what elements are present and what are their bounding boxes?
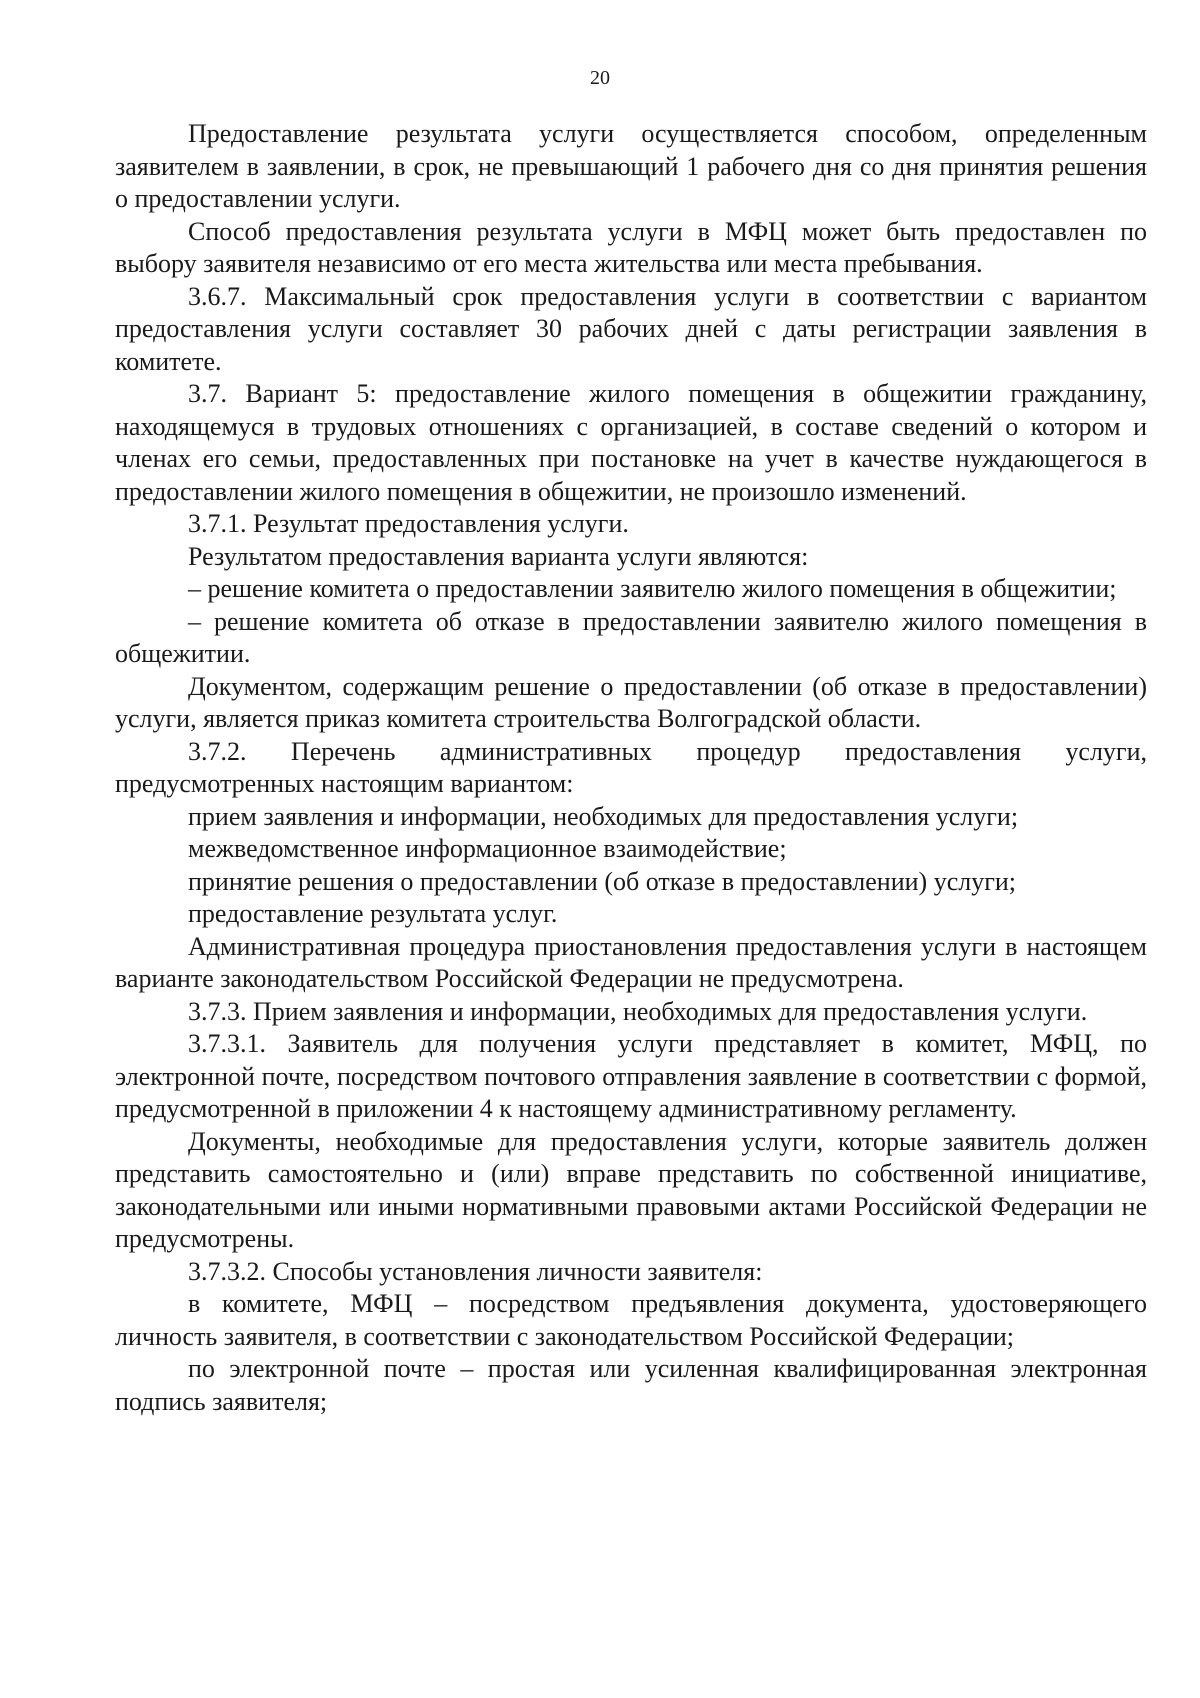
list-item-procedure-result: предоставление результата услуг. (188, 899, 558, 928)
list-item-identity-office: в комитете, МФЦ – посредством предъявления документа, удостоверяющего личность заявителя, в соответствии с законодательством Российской Федерации; (115, 1289, 1147, 1351)
list-item-procedure-decision: принятие решения о предоставлении (об отказе в предоставлении) услуги; (188, 866, 1017, 896)
paragraph-result-delivery: Предоставление результата услуги осуществляется способом, определенным заявителем в заявлении, в срок, не превышающий 1 рабочего дня со дня принятия решения о предоставлении услуги. (115, 119, 1147, 213)
list-item-procedure-intake: прием заявления и информации, необходимых для предоставления услуги; (188, 801, 1019, 831)
paragraph-suspension: Административная процедура приостановления предоставления услуги в настоящем варианте законодательством Российской Федерации не предусмотрена. (115, 931, 1147, 993)
list-item-decision-grant: – решение комитета о предоставлении заявителю жилого помещения в общежитии; (188, 574, 1117, 603)
paragraph-3-7-3: 3.7.3. Прием заявления и информации, необходимых для предоставления услуги. (188, 996, 1088, 1026)
paragraph-3-7-2: 3.7.2. Перечень административных процедур предоставления услуги, предусмотренных настоящим вариантом: (115, 736, 1147, 798)
paragraph-3-7-variant-5: 3.7. Вариант 5: предоставление жилого помещения в общежитии гражданину, находящемуся в трудовых отношениях с организацией, в составе сведений о котором и членах его семьи, предоставленных при постановке на учет в качестве нуждающегося в предоставлении жилого помещения в общежитии, не произошло изменений. (115, 379, 1147, 506)
document-body (115, 118, 1147, 1418)
list-item-decision-refusal: – решение комитета об отказе в предоставлении заявителю жилого помещения в общежитии. (115, 606, 1147, 668)
paragraph-decision-document: Документом, содержащим решение о предоставлении (об отказе в предоставлении) услуги, является приказ комитета строительства Волгоградской области. (115, 671, 1147, 733)
paragraph-3-7-3-1: 3.7.3.1. Заявитель для получения услуги представляет в комитет, МФЦ, по электронной почте, посредством почтового отправления заявление в соответствии с формой, предусмотренной в приложении 4 к настоящему административному регламенту. (115, 1029, 1147, 1123)
paragraph-3-6-7: 3.6.7. Максимальный срок предоставления услуги в соответствии с вариантом предоставления услуги составляет 30 рабочих дней с даты регистрации заявления в комитете. (115, 281, 1147, 376)
paragraph-mfc-delivery: Способ предоставления результата услуги в МФЦ может быть предоставлен по выбору заявителя независимо от его места жительства или места пребывания. (115, 216, 1147, 278)
paragraph-3-7-1: 3.7.1. Результат предоставления услуги. (188, 509, 629, 538)
paragraph-3-7-3-2: 3.7.3.2. Способы установления личности заявителя: (188, 1256, 763, 1286)
list-item-identity-email: по электронной почте – простая или усиленная квалифицированная электронная подпись заявителя; (115, 1354, 1147, 1416)
page-number: 20 (590, 67, 610, 89)
list-item-procedure-interagency: межведомственное информационное взаимодействие; (188, 834, 787, 863)
paragraph-required-documents: Документы, необходимые для предоставления услуги, которые заявитель должен представить самостоятельно и (или) вправе представить по собственной инициативе, законодательными или иными нормативными правовыми актами Российской Федерации не предусмотрены. (115, 1126, 1147, 1253)
paragraph-variant-results: Результатом предоставления варианта услуги являются: (188, 541, 809, 571)
